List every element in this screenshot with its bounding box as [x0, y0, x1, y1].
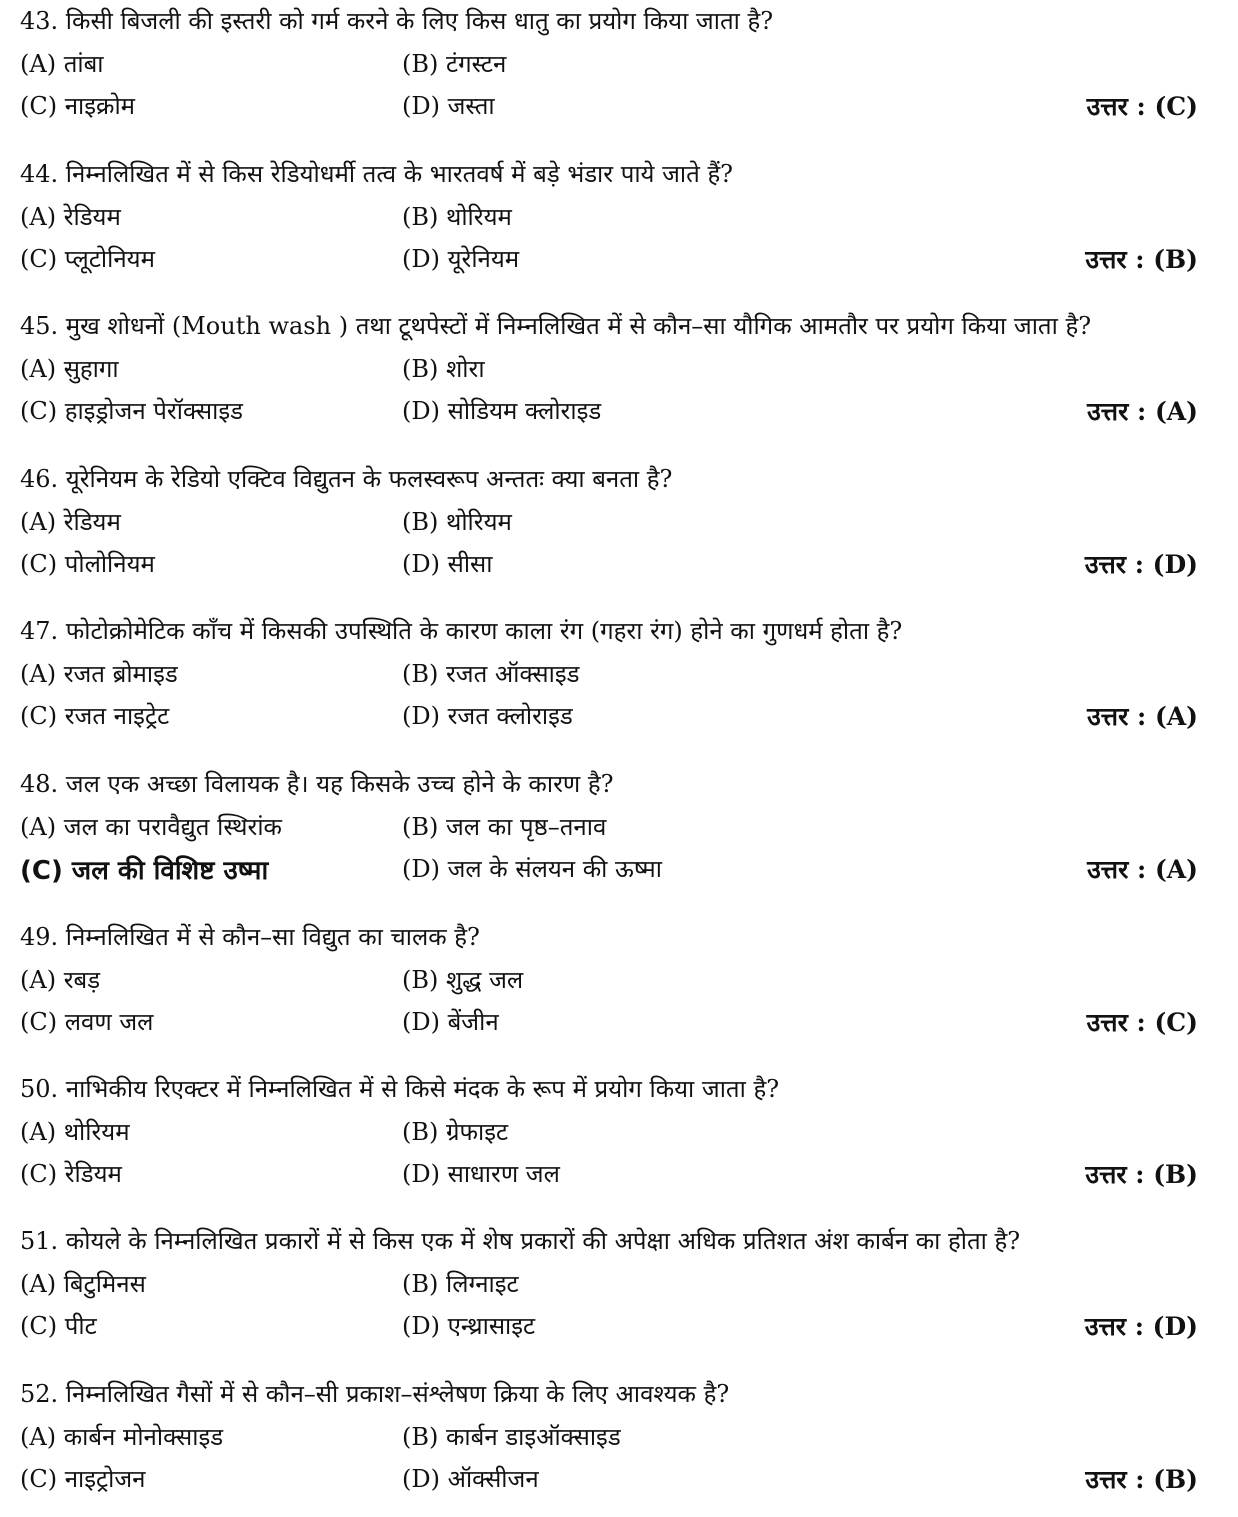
option-c: (C) जल की विशिष्ट उष्मा	[20, 856, 269, 886]
option-c: (C) नाइक्रोम	[20, 92, 136, 120]
option-a: (A) रेडियम	[20, 203, 121, 231]
option-d: (D) रजत क्लोराइड	[402, 702, 573, 730]
answer-label: उत्तर : (B)	[1085, 1160, 1198, 1189]
option-c: (C) प्लूटोनियम	[20, 245, 155, 273]
answer-label: उत्तर : (A)	[1087, 702, 1198, 731]
option-c: (C) रजत नाइट्रेट	[20, 702, 170, 730]
option-a: (A) जल का परावैद्युत स्थिरांक	[20, 813, 282, 841]
answer-label: उत्तर : (C)	[1086, 92, 1198, 121]
option-c: (C) हाइड्रोजन पेरॉक्साइड	[20, 397, 243, 425]
option-d: (D) जल के संलयन की ऊष्मा	[402, 855, 663, 883]
question-44	[0, 157, 1238, 297]
option-c: (C) पोलोनियम	[20, 550, 155, 578]
option-d: (D) सीसा	[402, 550, 493, 578]
option-b: (B) रजत ऑक्साइड	[402, 660, 580, 688]
answer-label: उत्तर : (A)	[1087, 397, 1198, 426]
answer-label: उत्तर : (B)	[1085, 245, 1198, 274]
answer-label: उत्तर : (A)	[1087, 855, 1198, 884]
question-45	[0, 309, 1238, 449]
question-43	[0, 4, 1238, 144]
answer-label: उत्तर : (B)	[1085, 1465, 1198, 1494]
option-b: (B) थोरियम	[402, 508, 512, 536]
option-b: (B) शोरा	[402, 355, 485, 383]
option-d: (D) बेंजीन	[402, 1008, 499, 1036]
question-46	[0, 462, 1238, 602]
option-d: (D) एन्थ्रासाइट	[402, 1312, 536, 1340]
option-a: (A) रजत ब्रोमाइड	[20, 660, 178, 688]
question-52	[0, 1377, 1238, 1517]
question-text: 43. किसी बिजली की इस्तरी को गर्म करने के लिए किस धातु का प्रयोग किया जाता है?	[20, 7, 774, 35]
answer-label: उत्तर : (D)	[1084, 550, 1198, 579]
question-50	[0, 1072, 1238, 1212]
question-47	[0, 614, 1238, 754]
option-b: (B) ग्रेफाइट	[402, 1118, 509, 1146]
option-c: (C) रेडियम	[20, 1160, 122, 1188]
option-a: (A) थोरियम	[20, 1118, 130, 1146]
question-text: 49. निम्नलिखित में से कौन–सा विद्युत का चालक है?	[20, 923, 480, 951]
answer-label: उत्तर : (C)	[1086, 1008, 1198, 1037]
question-text: 51. कोयले के निम्नलिखित प्रकारों में से किस एक में शेष प्रकारों की अपेक्षा अधिक प्रतिशत अंश कार्बन का होता है?	[20, 1227, 1021, 1255]
option-c: (C) पीट	[20, 1312, 97, 1340]
option-a: (A) कार्बन मोनोक्साइड	[20, 1423, 224, 1451]
option-d: (D) यूरेनियम	[402, 245, 520, 273]
option-b: (B) कार्बन डाइऑक्साइड	[402, 1423, 621, 1451]
option-d: (D) ऑक्सीजन	[402, 1465, 539, 1493]
option-b: (B) थोरियम	[402, 203, 512, 231]
question-49	[0, 920, 1238, 1060]
option-b: (B) जल का पृष्ठ–तनाव	[402, 813, 607, 841]
option-d: (D) साधारण जल	[402, 1160, 560, 1188]
option-d: (D) सोडियम क्लोराइड	[402, 397, 602, 425]
option-a: (A) रबड़	[20, 966, 101, 994]
option-d: (D) जस्ता	[402, 92, 495, 120]
question-text: 52. निम्नलिखित गैसों में से कौन–सी प्रकाश–संश्लेषण क्रिया के लिए आवश्यक है?	[20, 1380, 730, 1408]
question-text: 47. फोटोक्रोमेटिक काँच में किसकी उपस्थिति के कारण काला रंग (गहरा रंग) होने का गुणधर्म होता है?	[20, 617, 903, 645]
option-c: (C) नाइट्रोजन	[20, 1465, 146, 1493]
option-c: (C) लवण जल	[20, 1008, 154, 1036]
option-b: (B) शुद्ध जल	[402, 966, 524, 994]
option-b: (B) लिग्नाइट	[402, 1270, 519, 1298]
answer-label: उत्तर : (D)	[1084, 1312, 1198, 1341]
option-a: (A) बिटुमिनस	[20, 1270, 146, 1298]
question-text: 46. यूरेनियम के रेडियो एक्टिव विद्युतन के फलस्वरूप अन्ततः क्या बनता है?	[20, 465, 673, 493]
question-51	[0, 1224, 1238, 1364]
question-text: 48. जल एक अच्छा विलायक है। यह किसके उच्च होने के कारण है?	[20, 770, 614, 798]
option-a: (A) तांबा	[20, 50, 104, 78]
option-a: (A) रेडियम	[20, 508, 121, 536]
option-b: (B) टंगस्टन	[402, 50, 507, 78]
question-48	[0, 767, 1238, 907]
question-text: 44. निम्नलिखित में से किस रेडियोधर्मी तत्व के भारतवर्ष में बड़े भंडार पाये जाते हैं?	[20, 160, 734, 188]
option-a: (A) सुहागा	[20, 355, 119, 383]
question-text: 50. नाभिकीय रिएक्टर में निम्नलिखित में से किसे मंदक के रूप में प्रयोग किया जाता है?	[20, 1075, 780, 1103]
question-text: 45. मुख शोधनों (Mouth wash ) तथा टूथपेस्टों में निम्नलिखित में से कौन–सा यौगिक आमतौर पर प्रयोग किया जाता है?	[20, 312, 1092, 340]
